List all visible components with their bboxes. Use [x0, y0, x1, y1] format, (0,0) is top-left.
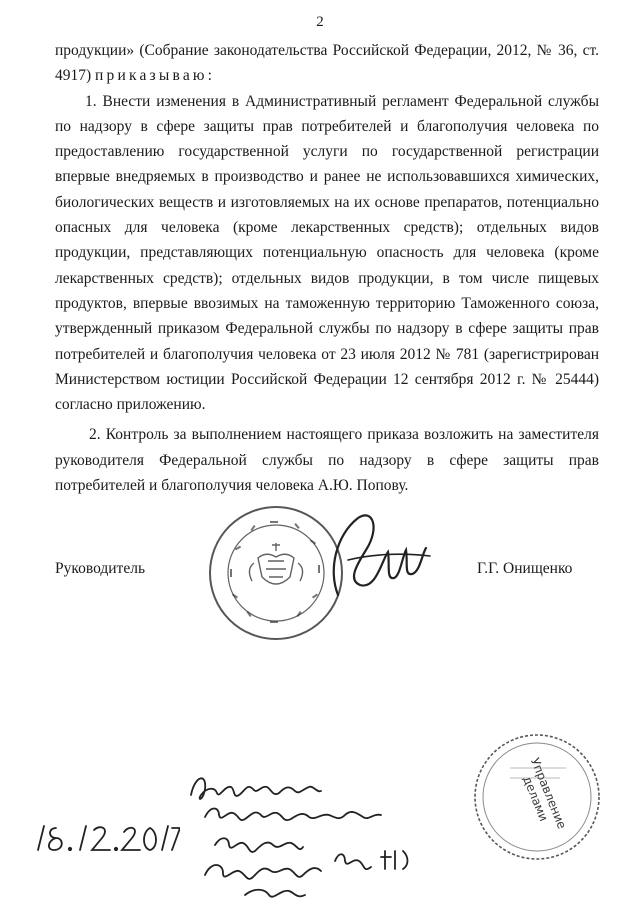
- paragraph-item-1: 1. Внести изменения в Административный регламент Федеральной службы по надзору в сфере защиты прав потребителей и благополучия человека по предоставлению государственной услуги по государственной регистрации впервые внедряемых в производство и ранее не использовавшихся химических, биологических веществ и изготовляемых на их основе препаратов, потенциально опасных для человека (кроме лекарственных средств); отдельных видов продукции, представляющих потенциальную опасность для человека (кроме лекарственных средств); отдельных видов продукции, в том числе пищевых продуктов, впервые ввозимых на таможенную территорию Таможенного союза, утвержденный приказом Федеральной службы по надзору в сфере защиты прав потребителей и благополучия человека от 23 июля 2012 № 781 (зарегистрирован Министерством юстиции Российской Федерации 12 сентября 2012 г. № 25444) согласно приложению.: [55, 92, 599, 414]
- document-body: [55, 38, 599, 498]
- signer-title: Руководитель: [55, 560, 146, 577]
- signature-scribble: [318, 500, 438, 610]
- page-number: 2: [316, 14, 324, 30]
- handwritten-date: [30, 818, 180, 858]
- intro-text: продукции» (Собрание законодательства Российской Федерации, 2012, № 36, ст. 4917): [55, 42, 599, 85]
- registry-stamp-label: Управление делами: [520, 755, 570, 831]
- signer-name: Г.Г. Онищенко: [477, 560, 573, 577]
- handwritten-note: [185, 765, 425, 905]
- paragraph-item-2: 2. Контроль за выполнением настоящего приказа возложить на заместителя руководителя Федеральной службы по надзору в сфере защиты прав потребителей и благополучия человека А.Ю. Попову.: [55, 426, 599, 495]
- paragraph-intro: [55, 38, 599, 89]
- order-word: приказываю:: [95, 67, 216, 85]
